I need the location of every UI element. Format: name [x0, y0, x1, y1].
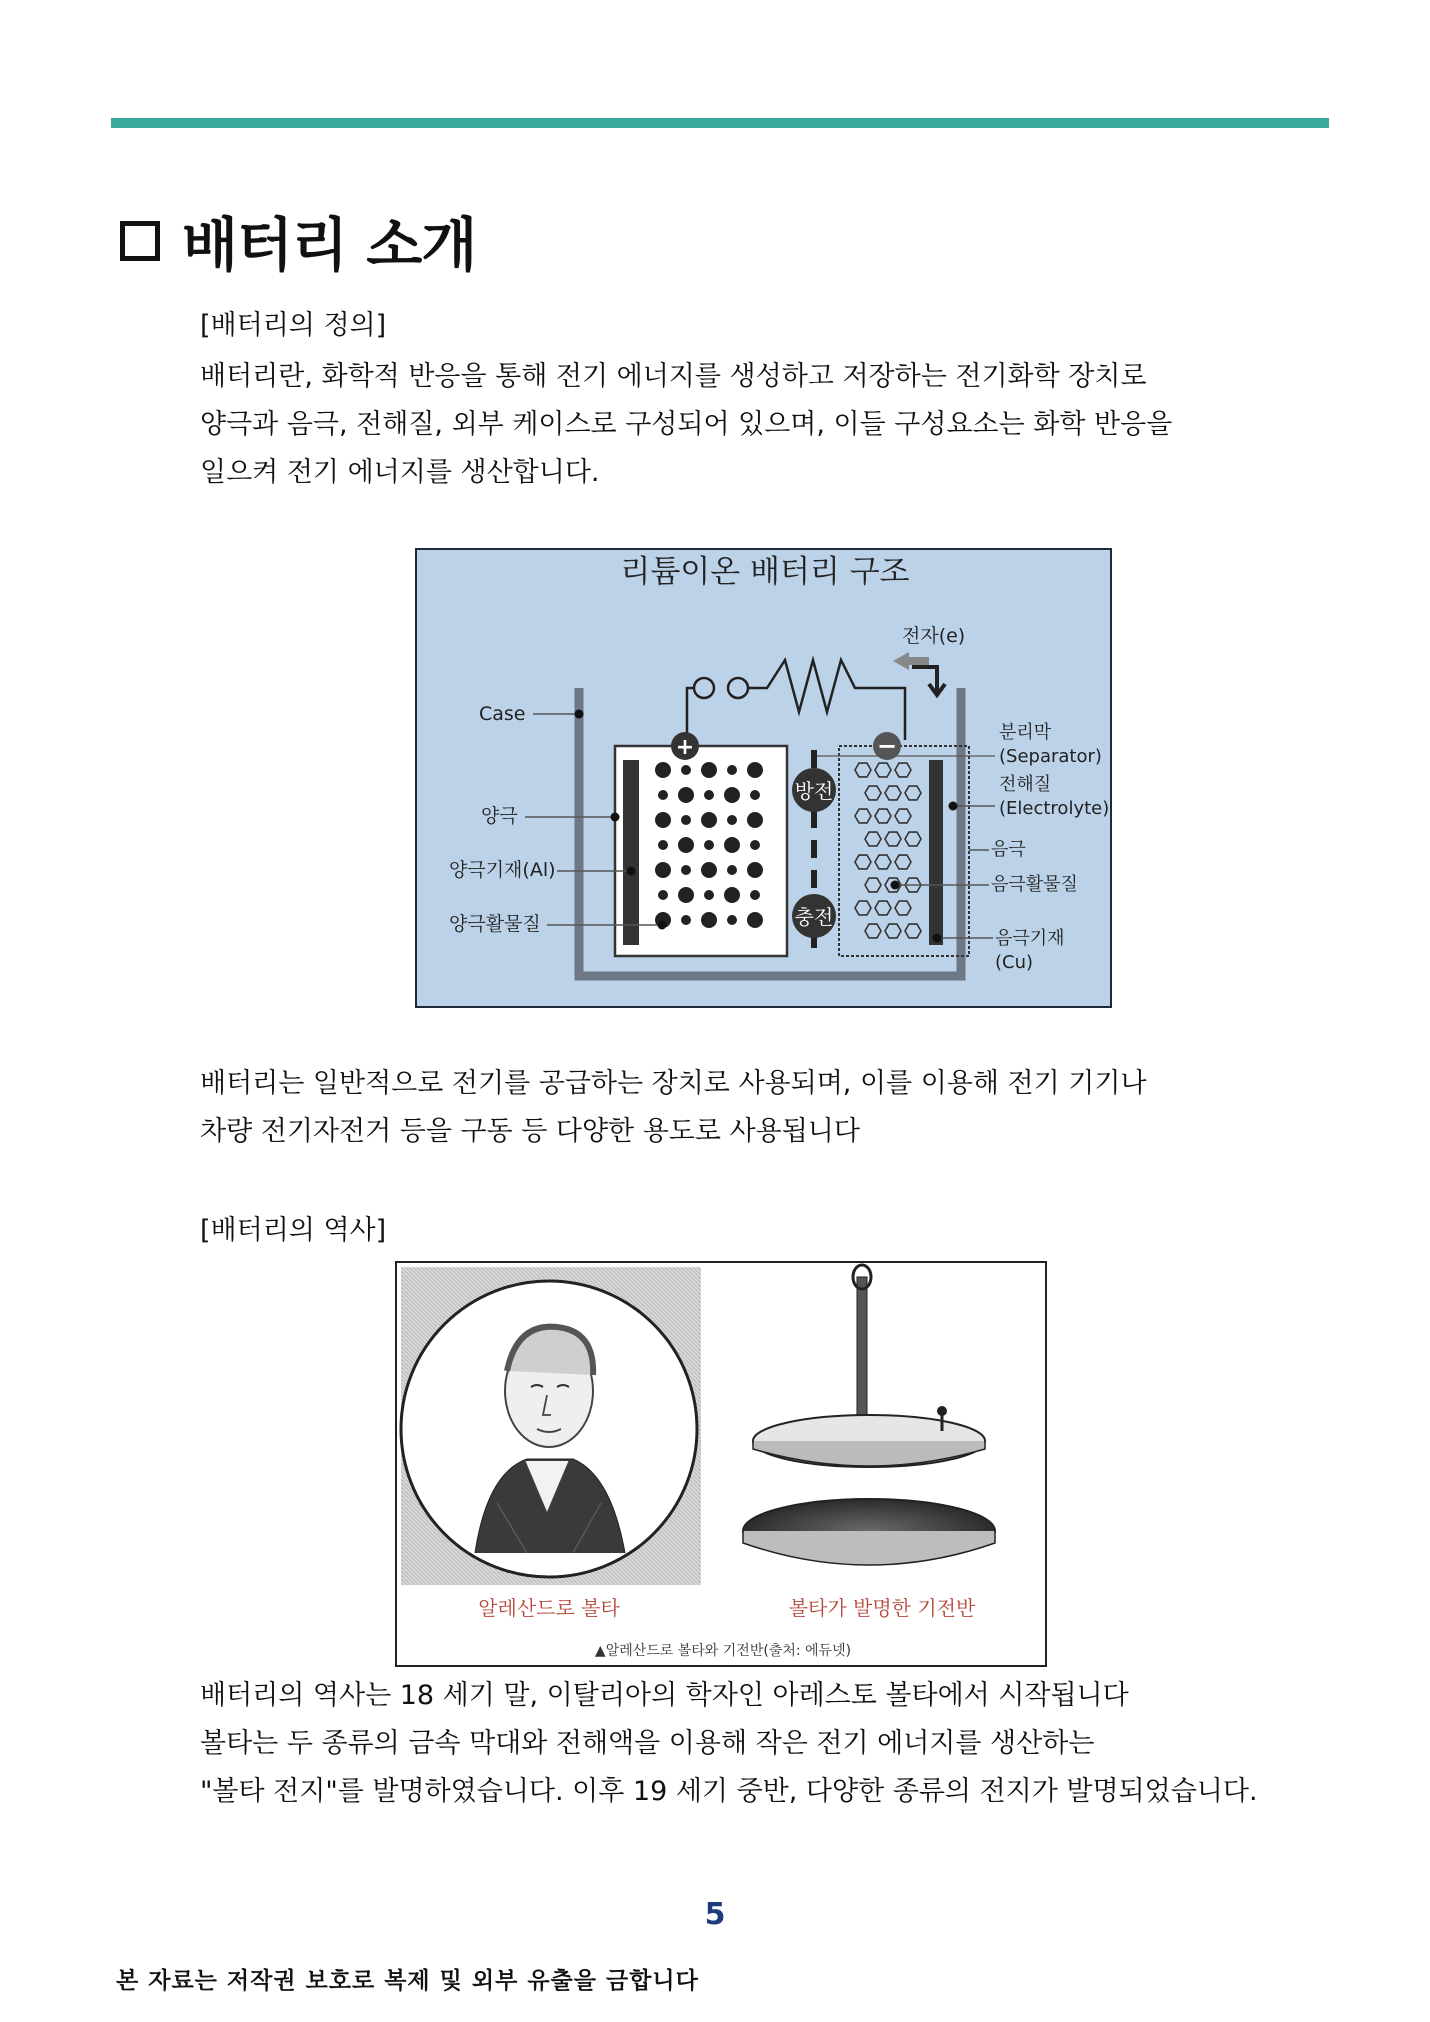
lattice-cell: [895, 855, 911, 869]
lattice-cell: [905, 832, 921, 846]
lattice-cell: [905, 786, 921, 800]
anode-particle: [727, 865, 737, 875]
lattice-cell: [865, 832, 881, 846]
lattice-cell: [885, 924, 901, 938]
anode-particle: [747, 812, 763, 828]
anode-particle: [704, 840, 714, 850]
usage-line: 차량 전기자전거 등을 구동 등 다양한 용도로 사용됩니다: [200, 1116, 860, 1147]
circuit-wire: [687, 660, 905, 746]
usage-line: 배터리는 일반적으로 전기를 공급하는 장치로 사용되며, 이를 이용해 전기 기기나: [200, 1068, 1147, 1099]
diagram-title: 리튬이온 배터리 구조: [620, 554, 910, 590]
arrow-body: [907, 657, 929, 665]
case-label: Case: [479, 703, 526, 725]
electrolyte-label: 전해질: [999, 774, 1052, 795]
page-title-text: 배터리 소개: [182, 211, 477, 279]
anode-particle: [701, 812, 717, 828]
charge-label: 충전: [794, 905, 834, 929]
lattice-cell: [905, 924, 921, 938]
anode-particle: [701, 912, 717, 928]
electron-label: 전자(e): [902, 625, 966, 647]
minus-sign: −: [876, 732, 898, 760]
anode-particle: [658, 890, 668, 900]
lattice-cell: [875, 809, 891, 823]
lattice-cell: [875, 901, 891, 915]
lattice-cell: [855, 901, 871, 915]
anode-particle: [655, 862, 671, 878]
anode-substrate-label: 양극기재(Al): [449, 859, 556, 881]
lattice-cell: [865, 924, 881, 938]
electrophorus-illustration: [743, 1265, 995, 1565]
history-line: 배터리의 역사는 18 세기 말, 이탈리아의 학자인 아레스토 볼타에서 시작됩니다: [200, 1680, 1129, 1711]
usage-paragraph: [200, 1060, 1147, 1156]
anode-particle: [658, 840, 668, 850]
switch-terminal: [728, 678, 748, 698]
anode-active-label: 양극활물질: [449, 913, 541, 935]
lattice-cell: [865, 878, 881, 892]
page-number: 5: [704, 1897, 726, 1932]
cathode-substrate-en-label: (Cu): [995, 952, 1034, 973]
volta-figure: [395, 1261, 1047, 1667]
anode-particle: [724, 787, 740, 803]
plus-sign: +: [675, 735, 695, 760]
anode-particle: [678, 887, 694, 903]
definition-heading: [배터리의 정의]: [200, 310, 387, 341]
history-line: "볼타 전지"를 발명하였습니다. 이후 19 세기 중반, 다양한 종류의 전지가 발명되었습니다.: [200, 1776, 1258, 1807]
anode-particle: [747, 912, 763, 928]
lattice-cell: [885, 786, 901, 800]
lattice-cell: [855, 855, 871, 869]
anode-particle: [678, 837, 694, 853]
anode-particle: [704, 790, 714, 800]
photo-source: ▲알레산드로 볼타와 기전반(출처: 에듀넷): [594, 1643, 852, 1659]
portrait-caption: 알레산드로 볼타: [478, 1596, 620, 1620]
anode-particle: [727, 915, 737, 925]
square-bullet-icon: [120, 221, 160, 261]
definition-paragraph: [200, 353, 1172, 497]
lattice-cell: [885, 832, 901, 846]
cathode-label: 음극: [991, 839, 1026, 860]
lattice-cell: [895, 763, 911, 777]
anode-particle: [750, 790, 760, 800]
lattice-cell: [855, 809, 871, 823]
anode-particle: [655, 812, 671, 828]
anode-particle: [747, 762, 763, 778]
anode-label: 양극: [481, 805, 518, 827]
anode-particle: [681, 915, 691, 925]
definition-line: 배터리란, 화학적 반응을 통해 전기 에너지를 생성하고 저장하는 전기화학 장치로: [200, 361, 1147, 392]
cathode-substrate-label: 음극기재: [995, 928, 1065, 949]
anode-particle: [701, 862, 717, 878]
arrow-head-icon: [893, 652, 909, 670]
anode-particle: [678, 787, 694, 803]
anode-particle: [681, 815, 691, 825]
anode-particle: [701, 762, 717, 778]
battery-structure-diagram: [415, 548, 1112, 1008]
anode-particle: [681, 865, 691, 875]
anode-particle: [681, 765, 691, 775]
history-heading: [배터리의 역사]: [200, 1215, 387, 1246]
anode-particle: [724, 887, 740, 903]
electron-arrow-icon: [912, 667, 945, 695]
anode-particle: [658, 790, 668, 800]
discharge-label: 방전: [794, 779, 834, 803]
cathode-substrate: [929, 760, 943, 945]
anode-particle: [655, 762, 671, 778]
anode-substrate: [623, 760, 639, 945]
switch-terminal: [694, 678, 714, 698]
separator-label: 분리막: [999, 722, 1052, 743]
cathode-active-label: 음극활물질: [991, 874, 1078, 895]
lattice-cell: [865, 786, 881, 800]
separator-en-label: (Separator): [999, 746, 1102, 767]
definition-line: 양극과 음극, 전해질, 외부 케이스로 구성되어 있으며, 이들 구성요소는 화학 반응을: [200, 409, 1173, 440]
anode-particle: [727, 815, 737, 825]
copyright-footer: 본 자료는 저작권 보호로 복제 및 외부 유출을 금합니다: [116, 1968, 699, 1994]
anode-particle: [750, 890, 760, 900]
history-paragraph: [200, 1672, 1258, 1816]
anode-particle: [724, 837, 740, 853]
electrophorus-caption: 볼타가 발명한 기전반: [788, 1596, 976, 1620]
history-line: 볼타는 두 종류의 금속 막대와 전해액을 이용해 작은 전기 에너지를 생산하는: [200, 1728, 1095, 1759]
anode-particle: [704, 890, 714, 900]
top-accent-rule: [111, 118, 1329, 128]
lattice-cell: [895, 809, 911, 823]
lattice-cell: [895, 901, 911, 915]
electrolyte-en-label: (Electrolyte): [999, 798, 1110, 819]
lattice-cell: [875, 855, 891, 869]
definition-line: 일으켜 전기 에너지를 생산합니다.: [200, 457, 600, 488]
anode-particle: [727, 765, 737, 775]
lattice-cell: [875, 763, 891, 777]
lattice-cell: [855, 763, 871, 777]
anode-particle: [747, 862, 763, 878]
anode-particle: [750, 840, 760, 850]
page-title: [120, 198, 476, 282]
cathode-active-lattice: [855, 763, 921, 938]
